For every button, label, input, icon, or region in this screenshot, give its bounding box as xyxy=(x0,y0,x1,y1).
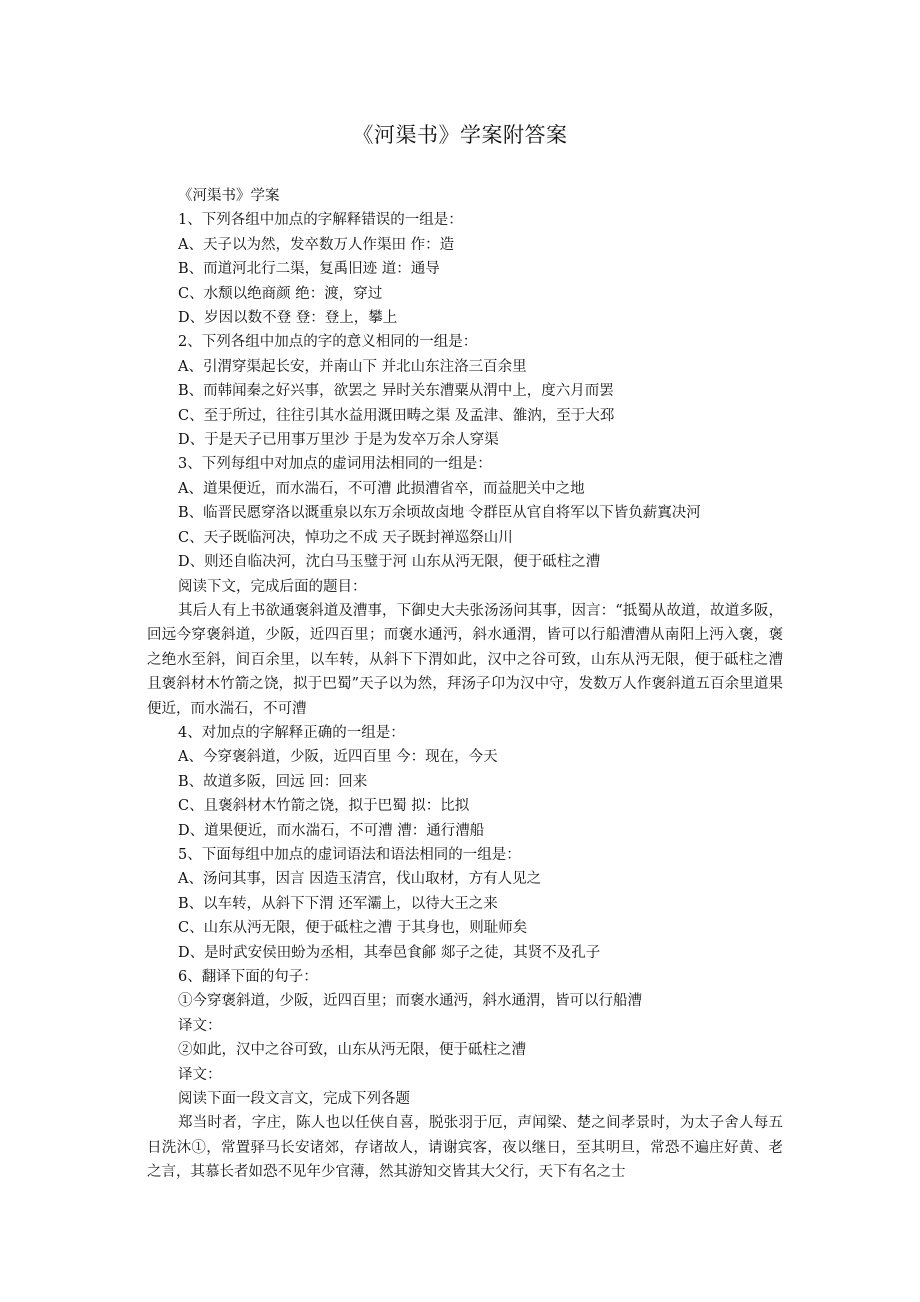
body-line: 1、下列各组中加点的字解释错误的一组是： xyxy=(178,212,463,229)
body-line: C、且褒斜材木竹箭之饶，拟于巴蜀 拟：比拟 xyxy=(178,798,470,815)
body-line: C、水颓以绝商颜 绝：渡，穿过 xyxy=(178,285,383,302)
body-line: A、今穿褒斜道，少阪，近四百里 今：现在，今天 xyxy=(178,749,498,766)
body-line: D、道果便近，而水湍石，不可漕 漕：通行漕船 xyxy=(178,822,485,839)
body-line: B、以车转，从斜下下渭 还军灞上，以待大王之来 xyxy=(178,895,498,912)
body-line: D、于是天子已用事万里沙 于是为发卒万余人穿渠 xyxy=(178,432,499,449)
body-line: 3、下列每组中对加点的虚词用法相同的一组是： xyxy=(178,456,492,473)
body-line: A、天子以为然，发卒数万人作渠田 作：造 xyxy=(178,236,455,253)
body-line: ②如此，汉中之谷可致，山东从沔无限，便于砥柱之漕 xyxy=(178,1042,526,1059)
body-line: 《河渠书》学案 xyxy=(178,188,280,204)
body-line: C、天子既临河决，悼功之不成 天子既封禅巡祭山川 xyxy=(178,529,513,546)
body-line: 阅读下面一段文言文，完成下列各题 xyxy=(178,1091,410,1108)
body-line: 6、翻译下面的句子： xyxy=(178,969,318,985)
body-line: C、山东从沔无限，便于砥柱之漕 于其身也，则耻师矣 xyxy=(178,920,528,937)
body-line: B、而韩闻秦之好兴事，欲罢之 异时关东漕粟从渭中上，度六月而罢 xyxy=(178,383,614,400)
body-line: A、引渭穿渠起长安，并南山下 并北山东注洛三百余里 xyxy=(178,358,527,375)
body-line: 译文： xyxy=(178,1066,222,1083)
body-line: A、汤问其事，因言 因造玉清宫，伐山取材，方有人见之 xyxy=(178,871,542,888)
body-paragraph: 郑当时者，字庄，陈人也以任侠自喜，脱张羽于厄，声闻梁、楚之间孝景时，为太子舍人每五日洗沐①，常置驿马长安诸郊，存诸故人，请谢宾客，夜以继日，至其明旦，常恐不遍庄好黄、老之言，其慕长者如恐不见年少官薄，然其游知交皆其大父行，天下有名之士 xyxy=(147,1115,783,1181)
body-line: ①今穿褒斜道，少阪，近四百里；而褒水通沔，斜水通渭，皆可以行船漕 xyxy=(178,993,642,1010)
body-line: D、岁因以数不登 登：登上，攀上 xyxy=(178,310,398,327)
body-line: D、则还自临决河，沈白马玉璧于河 山东从沔无限，便于砥柱之漕 xyxy=(178,554,601,571)
document-title: 《河渠书》学案附答案 xyxy=(352,123,568,147)
body-line: 5、下面每组中加点的虚词语法和语法相同的一组是： xyxy=(178,846,521,863)
body-line: B、故道多阪，回远 回：回来 xyxy=(178,773,368,790)
body-line: C、至于所过，往往引其水益用溉田畴之渠 及孟津、雒汭，至于大邳 xyxy=(178,407,615,424)
body-line: B、临晋民愿穿洛以溉重泉以东万余顷故卤地 令群臣从官自将军以下皆负薪窴决河 xyxy=(178,505,701,522)
body-paragraph: 其后人有上书欲通褒斜道及漕事，下御史大夫张汤汤问其事，因言：“抵蜀从故道，故道多阪，回远今穿褒斜道，少阪，近四百里；而褒水通沔，斜水通渭，皆可以行船漕漕从南阳上沔入褒，褒之绝水至斜，间百余里，以车转，从斜下下渭如此，汉中之谷可致，山东从沔无限，便于砥柱之漕且褒斜材木竹箭之饶，拟于巴蜀”天子以为然，拜汤子卬为汉中守，发数万人作褒斜道五百余里道果便近，而水湍石，不可漕 xyxy=(147,602,783,717)
body-line: D、是时武安侯田蚡为丞相，其奉邑食鄃 郯子之徒，其贤不及孔子 xyxy=(178,944,601,961)
body-line: 译文： xyxy=(178,1017,222,1034)
body-line: 阅读下文，完成后面的题目： xyxy=(178,578,367,595)
body-line: B、而道河北行二渠，复禹旧迹 道：通导 xyxy=(178,261,440,278)
body-line: A、道果便近，而水湍石，不可漕 此损漕省卒，而益肥关中之地 xyxy=(178,480,585,497)
body-line: 2、下列各组中加点的字的意义相同的一组是： xyxy=(178,334,478,351)
document-body xyxy=(147,184,783,1185)
body-line: 4、对加点的字解释正确的一组是： xyxy=(178,724,405,741)
